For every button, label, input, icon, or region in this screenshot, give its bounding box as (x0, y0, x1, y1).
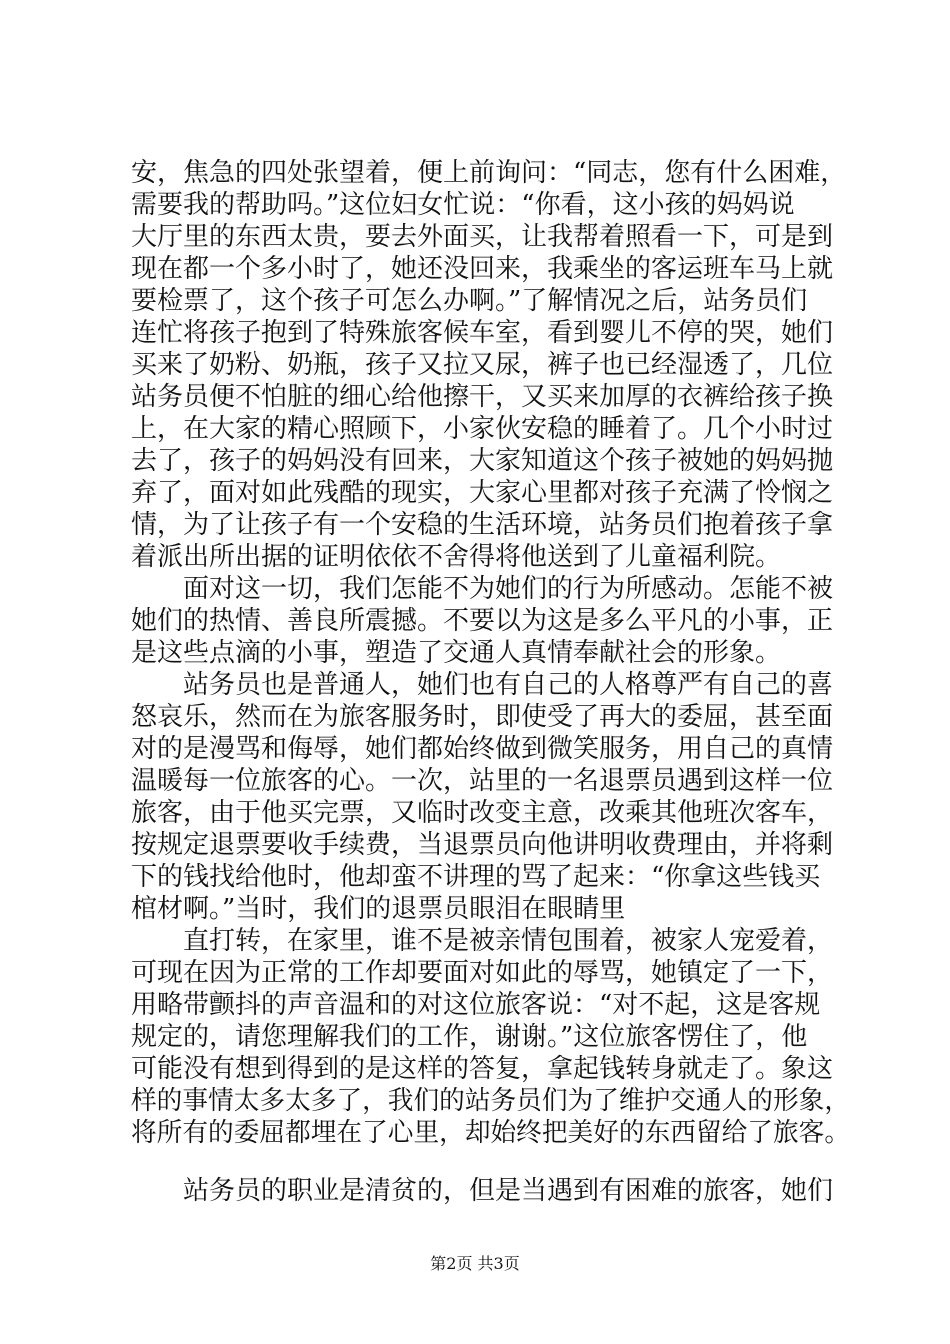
text-line: 需要我的帮助吗。”这位妇女忙说：“你看，这小孩的妈妈说 (131, 190, 795, 220)
text-line: 弃了，面对如此残酷的现实，大家心里都对孩子充满了怜悯之 (131, 478, 834, 508)
text-line: 用略带颤抖的声音温和的对这位旅客说：“对不起，这是客规 (131, 990, 821, 1020)
text-line: 怒哀乐，然而在为旅客服务时，即使受了再大的委屈，甚至面 (131, 702, 834, 732)
text-line: 下的钱找给他时，他却蛮不讲理的骂了起来：“你拿这些钱买 (131, 862, 821, 892)
text-line: 安，焦急的四处张望着，便上前询问：“同志，您有什么困难， (131, 158, 847, 188)
text-line: 将所有的委屈都埋在了心里，却始终把美好的东西留给了旅客。 (131, 1118, 851, 1148)
text-line: 现在都一个多小时了，她还没回来，我乘坐的客运班车马上就 (131, 254, 834, 284)
text-line: 大厅里的东西太贵，要去外面买，让我帮着照看一下，可是到 (131, 222, 834, 252)
text-line: 规定的，请您理解我们的工作，谢谢。”这位旅客愣住了，他 (131, 1022, 808, 1052)
text-line: 着派出所出据的证明依依不舍得将他送到了儿童福利院。 (131, 542, 782, 572)
text-line: 是这些点滴的小事，塑造了交通人真情奉献社会的形象。 (131, 638, 782, 668)
text-line: 样的事情太多太多了，我们的站务员们为了维护交通人的形象， (131, 1086, 851, 1116)
text-line: 棺材啊。”当时，我们的退票员眼泪在眼睛里 (131, 894, 626, 924)
text-line: 按规定退票要收手续费，当退票员向他讲明收费理由，并将剩 (131, 830, 834, 860)
text-line: 旅客，由于他买完票，又临时改变主意，改乘其他班次客车， (131, 798, 834, 828)
text-line: 连忙将孩子抱到了特殊旅客候车室，看到婴儿不停的哭，她们 (131, 318, 834, 348)
text-line: 可现在因为正常的工作却要面对如此的辱骂，她镇定了一下， (131, 958, 834, 988)
text-line: 温暖每一位旅客的心。一次，站里的一名退票员遇到这样一位 (131, 766, 834, 796)
text-line: 直打转，在家里，谁不是被亲情包围着，被家人宠爱着， (131, 926, 834, 956)
text-line: 站务员的职业是清贫的，但是当遇到有困难的旅客，她们 (131, 1176, 834, 1206)
text-line: 买来了奶粉、奶瓶，孩子又拉又尿，裤子也已经湿透了，几位 (131, 350, 834, 380)
text-line: 情，为了让孩子有一个安稳的生活环境，站务员们抱着孩子拿 (131, 510, 834, 540)
text-line: 对的是漫骂和侮辱，她们都始终做到微笑服务，用自己的真情 (131, 734, 834, 764)
text-line: 可能没有想到得到的是这样的答复，拿起钱转身就走了。象这 (131, 1054, 834, 1084)
text-line: 要检票了，这个孩子可怎么办啊。”了解情况之后，站务员们 (131, 286, 808, 316)
page-footer: 第2页 共3页 (430, 1254, 520, 1273)
text-line: 面对这一切，我们怎能不为她们的行为所感动。怎能不被 (131, 574, 834, 604)
text-line: 站务员也是普通人，她们也有自己的人格尊严有自己的喜 (131, 670, 834, 700)
text-line: 站务员便不怕脏的细心给他擦干，又买来加厚的衣裤给孩子换 (131, 382, 834, 412)
text-line: 她们的热情、善良所震撼。不要以为这是多么平凡的小事，正 (131, 606, 834, 636)
text-line: 去了，孩子的妈妈没有回来，大家知道这个孩子被她的妈妈抛 (131, 446, 834, 476)
text-line: 上，在大家的精心照顾下，小家伙安稳的睡着了。几个小时过 (131, 414, 834, 444)
